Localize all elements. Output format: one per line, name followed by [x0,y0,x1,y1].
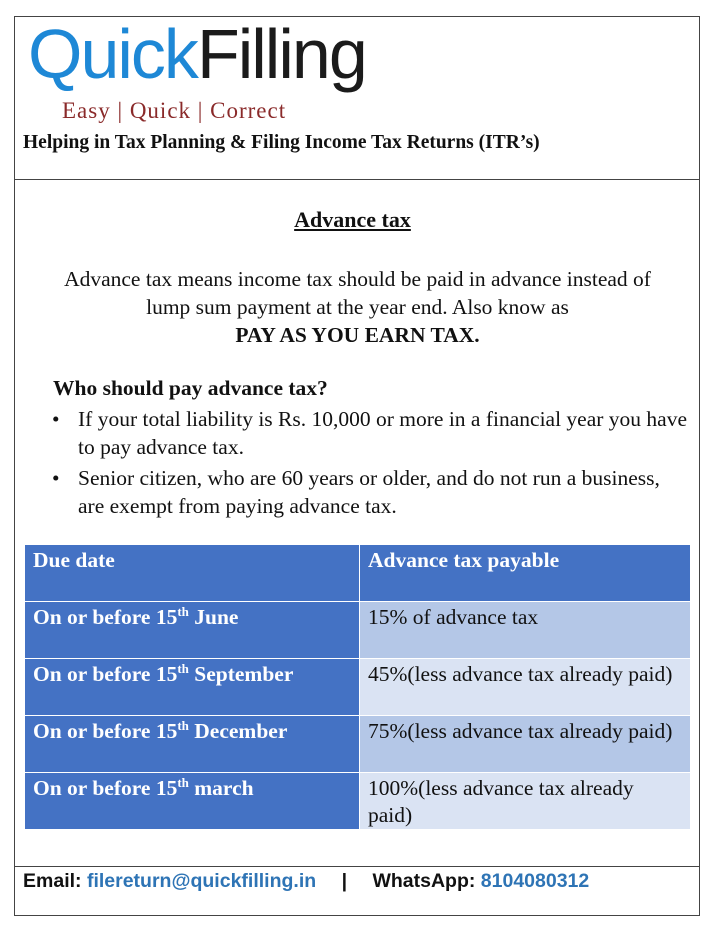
bullet-list [50,405,690,523]
table-row [25,716,691,773]
question-heading: Who should pay advance tax? [53,376,328,400]
footer-separator: | [341,870,348,892]
bullet-text: If your total liability is Rs. 10,000 or more in a financial year you have to pay advance tax. [78,407,688,459]
bullet-icon: • [52,466,60,490]
due-date-cell: On or before 15th June [25,602,360,659]
list-item [50,405,690,461]
intro-text: Advance tax means income tax should be paid in advance instead of lump sum payment at the year end. Also know as [64,267,651,319]
whatsapp-number[interactable]: 8104080312 [480,870,590,892]
advance-tax-table [24,544,691,830]
table-row [25,602,691,659]
bullet-icon: • [52,407,60,431]
header-tax-payable: Advance tax payable [360,545,691,602]
due-date-cell: On or before 15th December [25,716,360,773]
intro-bold-text: PAY AS YOU EARN TAX. [235,323,480,347]
footer-divider [14,866,700,867]
payable-cell: 100%(less advance tax already paid) [360,773,691,830]
email-label: Email: [23,870,82,892]
table-row [25,659,691,716]
brand-logo [28,14,366,94]
brand-headline: Helping in Tax Planning & Filing Income Tax Returns (ITR’s) [23,132,540,153]
payable-cell: 75%(less advance tax already paid) [360,716,691,773]
section-title-text: Advance tax [294,207,411,232]
payable-cell: 15% of advance tax [360,602,691,659]
bullet-text: Senior citizen, who are 60 years or older, and do not run a business, are exempt from paying advance tax. [78,466,660,518]
section-title [0,207,705,233]
payable-cell: 45%(less advance tax already paid) [360,659,691,716]
list-item [50,464,690,520]
table-header-row [25,545,691,602]
contact-footer [23,870,589,893]
whatsapp-label: WhatsApp: [372,870,476,892]
table-row [25,773,691,830]
header-divider [14,179,700,180]
due-date-cell: On or before 15th march [25,773,360,830]
due-date-cell: On or before 15th September [25,659,360,716]
header-due-date: Due date [25,545,360,602]
intro-paragraph [40,265,675,349]
logo-quick: Quick [28,15,197,93]
logo-filling: Filling [196,15,366,93]
email-link[interactable]: filereturn@quickfilling.in [86,870,317,892]
brand-tagline: Easy | Quick | Correct [62,98,287,123]
